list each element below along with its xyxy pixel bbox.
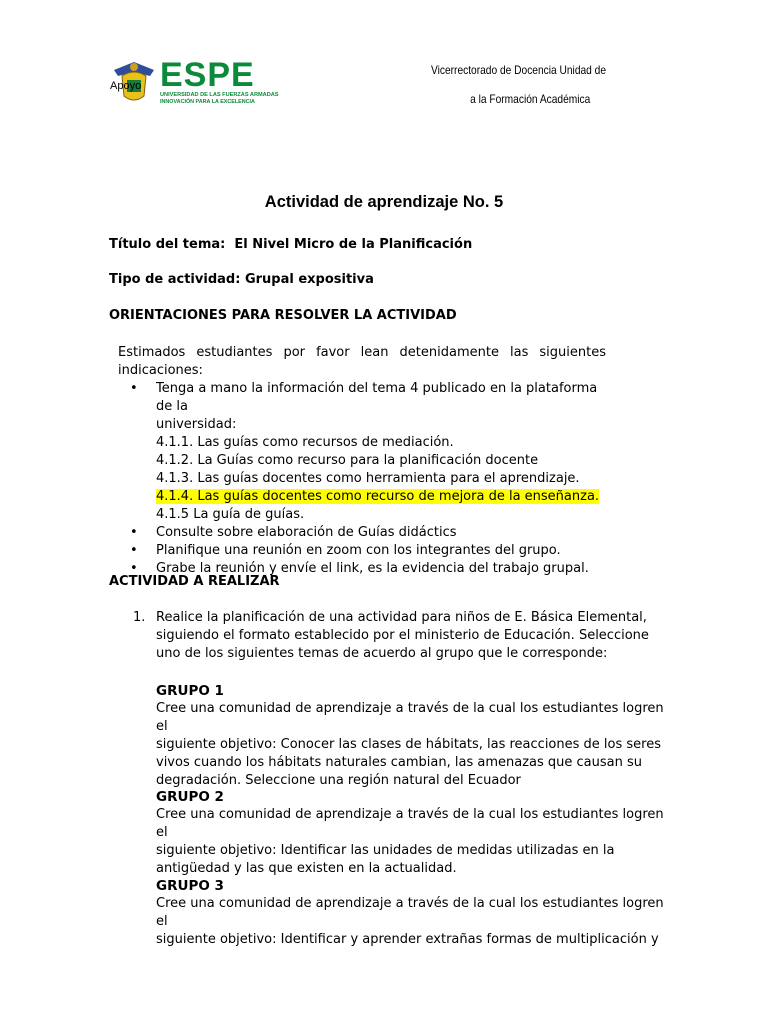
grupo-2-line-2: siguiente objetivo: Identificar las unidades de medidas utilizadas en la [156, 843, 615, 858]
grupo-3-title: GRUPO 3 [156, 878, 224, 894]
subitem-4-1-4 [118, 488, 606, 506]
orientaciones-heading: ORIENTACIONES PARA RESOLVER LA ACTIVIDAD [109, 308, 457, 323]
orientaciones-body [118, 344, 606, 578]
page-title: Actividad de aprendizaje No. 5 [264, 193, 504, 211]
apoyo-label: Apoyo [110, 80, 142, 92]
list-item [118, 380, 606, 434]
highlighted-subitem: 4.1.4. Las guías docentes como recurso de mejora de la enseñanza. [156, 489, 600, 504]
grupo-2-line-3: antigüedad y las que existen en la actualidad. [156, 861, 457, 876]
tipo-label: Tipo de actividad: [109, 272, 241, 287]
grupo-1-line-1: Cree una comunidad de aprendizaje a través de la cual los estudiantes logren el [156, 701, 664, 734]
tema-line [109, 237, 472, 252]
tipo-line [109, 272, 374, 287]
bullet-4: Grabe la reunión y envíe el link, es la evidencia del trabajo grupal. [156, 561, 589, 576]
bullet-icon: • [130, 525, 138, 540]
list-item [118, 524, 606, 542]
intro-line-2: indicaciones: [118, 363, 203, 378]
subitem-4-1-3: 4.1.3. Las guías docentes como herramienta para el aprendizaje. [156, 471, 580, 486]
actividad-line-3: uno de los siguientes temas de acuerdo al grupo que le corresponde: [156, 646, 608, 661]
bullet-list [118, 380, 606, 434]
bullet-icon: • [130, 561, 138, 576]
grupo-1-line-2: siguiente objetivo: Conocer las clases de hábitats, las reacciones de los seres [156, 737, 661, 752]
actividad-heading: ACTIVIDAD A REALIZAR [109, 574, 280, 589]
bullet-1-line-2: universidad: [156, 417, 237, 432]
bullet-1-line-1: Tenga a mano la información del tema 4 publicado en la plataforma de la [156, 381, 598, 414]
actividad-number: 1. [133, 610, 146, 625]
tipo-value: Grupal expositiva [244, 272, 374, 287]
subitem-4-1-2: 4.1.2. La Guías como recurso para la planificación docente [156, 453, 539, 468]
grupo-3-line-1: Cree una comunidad de aprendizaje a través de la cual los estudiantes logren el [156, 896, 664, 929]
intro-line-1: Estimados estudiantes por favor lean detenidamente las siguientes [118, 345, 606, 360]
tema-label: Título del tema: [109, 237, 226, 252]
subitem-4-1-1: 4.1.1. Las guías como recursos de mediación. [156, 435, 454, 450]
logo-subtitle-1: UNIVERSIDAD DE LAS FUERZAS ARMADAS [160, 92, 279, 98]
bullet-icon: • [130, 543, 138, 558]
actividad-line-1: Realice la planificación de una actividad para niños de E. Básica Elemental, [156, 610, 647, 625]
actividad-line-2: siguiendo el formato establecido por el ministerio de Educación. Seleccione [156, 628, 649, 643]
grupo-1-line-4: degradación. Seleccione una región natural del Ecuador [156, 773, 521, 788]
list-item [118, 542, 606, 560]
tema-value: El Nivel Micro de la Planificación [234, 237, 473, 252]
grupo-2-title: GRUPO 2 [156, 789, 224, 805]
grupo-3-line-2: siguiente objetivo: Identificar y aprender extrañas formas de multiplicación y [156, 932, 659, 947]
grupo-1-line-3: vivos cuando los hábitats naturales cambian, las amenazas que causan su [156, 755, 642, 770]
grupo-3 [156, 877, 666, 949]
subitem-4-1-5: 4.1.5 La guía de guías. [156, 507, 305, 522]
actividad-text [156, 609, 666, 663]
grupo-1-title: GRUPO 1 [156, 683, 224, 699]
grupo-2 [156, 788, 666, 878]
bullet-3: Planifique una reunión en zoom con los integrantes del grupo. [156, 543, 561, 558]
bullet-2: Consulte sobre elaboración de Guías didáctics [156, 525, 457, 540]
logo-subtitle-2: INNOVACIÓN PARA LA EXCELENCIA [160, 99, 255, 105]
logo-wordmark: ESPE [160, 56, 255, 94]
grupo-1 [156, 682, 666, 790]
grupo-2-line-1: Cree una comunidad de aprendizaje a través de la cual los estudiantes logren el [156, 807, 664, 840]
vicerrectorado-line-2: a la Formación Académica [470, 92, 591, 106]
bullet-list-rest [118, 524, 606, 578]
bullet-icon: • [130, 381, 138, 396]
vicerrectorado-line-1: Vicerrectorado de Docencia Unidad de [431, 63, 607, 77]
